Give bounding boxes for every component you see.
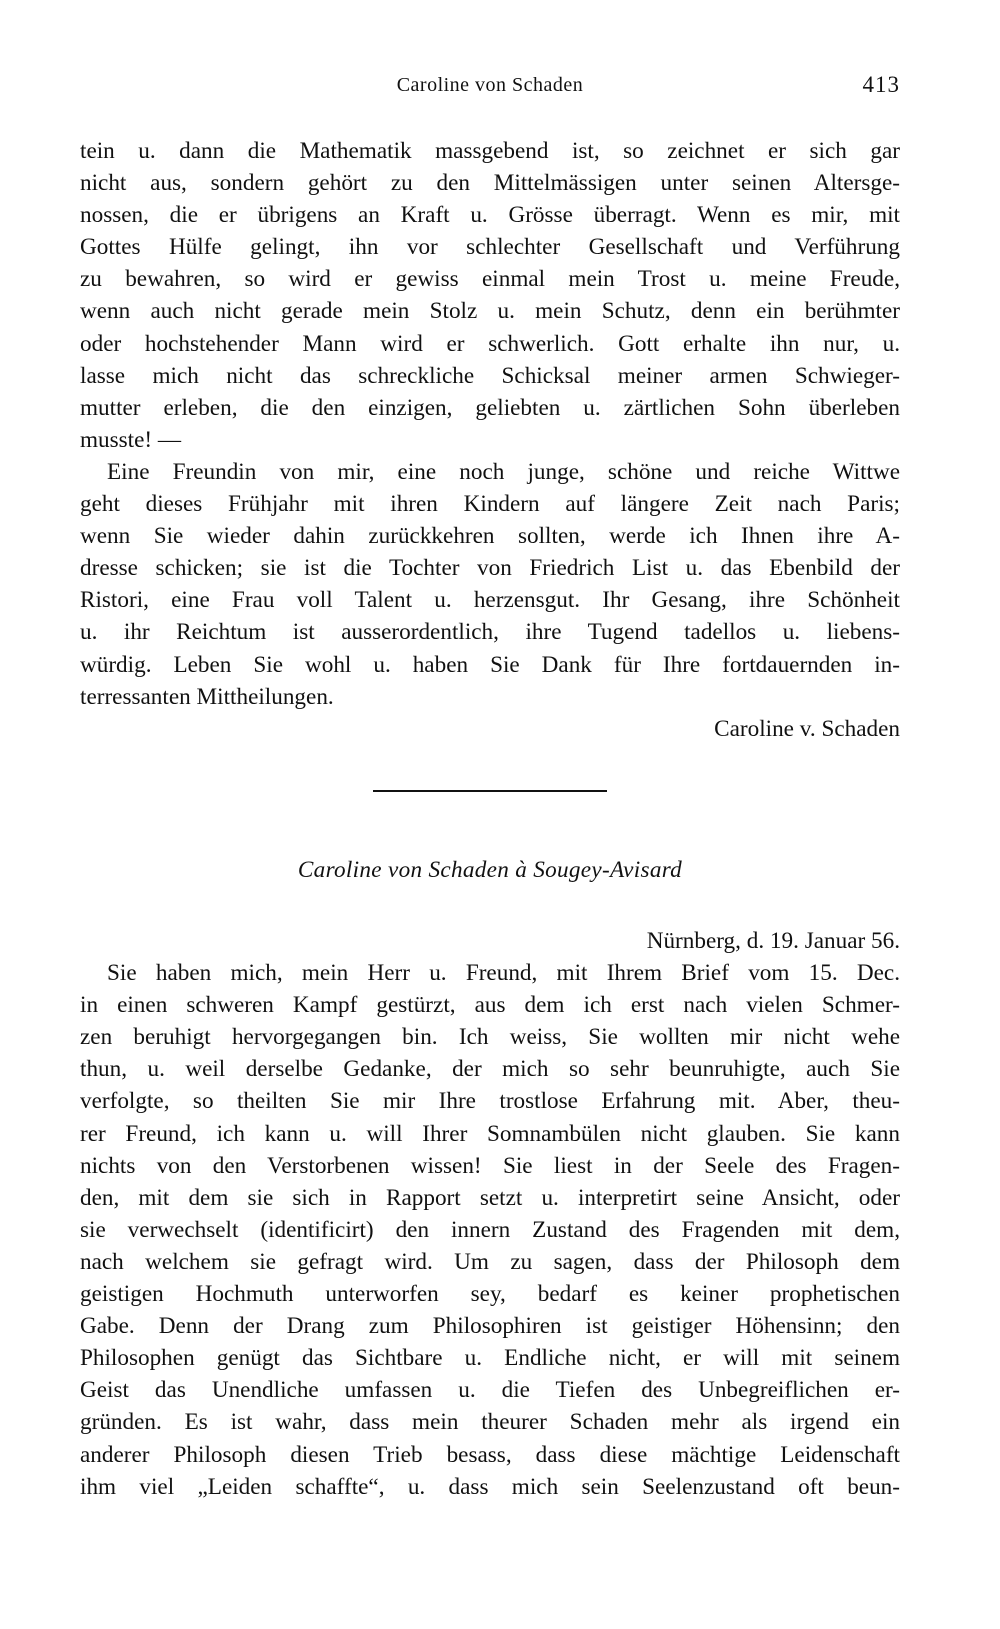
signature: Caroline v. Schaden bbox=[714, 715, 900, 742]
text-line: oder hochstehender Mann wird er schwerlich. Gott erhalte ihn nur, u. bbox=[80, 330, 900, 357]
text-line: Philosophen genügt das Sichtbare u. Endliche nicht, er will mit seinem bbox=[80, 1345, 900, 1372]
running-title: Caroline von Schaden bbox=[396, 74, 584, 96]
text-line: wenn auch nicht gerade mein Stolz u. mein Schutz, denn ein berühmter bbox=[80, 298, 900, 325]
letter-heading: Caroline von Schaden à Sougey-Avisard bbox=[297, 857, 683, 883]
text-line: gründen. Es ist wahr, dass mein theurer Schaden mehr als irgend ein bbox=[80, 1409, 900, 1436]
text-line: zu bewahren, so wird er gewiss einmal mein Trost u. meine Freude, bbox=[80, 266, 900, 293]
text-line: rer Freund, ich kann u. will Ihrer Somnambülen nicht glauben. Sie kann bbox=[80, 1120, 900, 1147]
text-line: Gottes Hülfe gelingt, ihn vor schlechter Gesellschaft und Verführung bbox=[80, 234, 900, 261]
text-line: ihm viel „Leiden schaffte“, u. dass mich sein Seelenzustand oft beun- bbox=[80, 1473, 900, 1500]
text-line: wenn Sie wieder dahin zurückkehren sollten, werde ich Ihnen ihre A- bbox=[80, 523, 900, 550]
text-line: nicht aus, sondern gehört zu den Mittelmässigen unter seinen Altersge- bbox=[80, 170, 900, 197]
text-line: dresse schicken; sie ist die Tochter von Friedrich List u. das Ebenbild der bbox=[80, 555, 900, 582]
text-line: nichts von den Verstorbenen wissen! Sie liest in der Seele des Fragen- bbox=[80, 1152, 900, 1179]
text-line: Eine Freundin von mir, eine noch junge, schöne und reiche Wittwe bbox=[107, 458, 900, 485]
text-line: sie verwechselt (identificirt) den innern Zustand des Fragenden mit dem, bbox=[80, 1216, 900, 1243]
text-line: nossen, die er übrigens an Kraft u. Grösse überragt. Wenn es mir, mit bbox=[80, 202, 900, 229]
text-line: zen beruhigt hervorgegangen bin. Ich weiss, Sie wollten mir nicht wehe bbox=[80, 1024, 900, 1051]
text-line: den, mit dem sie sich in Rapport setzt u. interpretirt seine Ansicht, oder bbox=[80, 1184, 900, 1211]
text-line: verfolgte, so theilten Sie mir Ihre trostlose Erfahrung mit. Aber, theu- bbox=[80, 1088, 900, 1115]
text-line: thun, u. weil derselbe Gedanke, der mich so sehr beunruhigte, auch Sie bbox=[80, 1056, 900, 1083]
running-head bbox=[80, 74, 900, 104]
text-line: anderer Philosoph diesen Trieb besass, dass diese mächtige Leidenschaft bbox=[80, 1441, 900, 1468]
text-line: geistigen Hochmuth unterworfen sey, bedarf es keiner prophetischen bbox=[80, 1281, 900, 1308]
text-line: terressanten Mittheilungen. bbox=[80, 683, 334, 710]
section-divider bbox=[373, 790, 607, 792]
text-line: u. ihr Reichtum ist ausserordentlich, ihre Tugend tadellos u. liebens- bbox=[80, 619, 900, 646]
text-line: geht dieses Frühjahr mit ihren Kindern auf längere Zeit nach Paris; bbox=[80, 491, 900, 518]
text-line: Ristori, eine Frau voll Talent u. herzensgut. Ihr Gesang, ihre Schönheit bbox=[80, 587, 900, 614]
text-line: nach welchem sie gefragt wird. Um zu sagen, dass der Philosoph dem bbox=[80, 1248, 900, 1275]
letter-body bbox=[80, 925, 900, 1503]
text-line: lasse mich nicht das schreckliche Schicksal meiner armen Schwieger- bbox=[80, 362, 900, 389]
text-line: tein u. dann die Mathematik massgebend ist, so zeichnet er sich gar bbox=[80, 138, 900, 164]
letter-continuation bbox=[80, 135, 900, 745]
text-line: würdig. Leben Sie wohl u. haben Sie Dank für Ihre fortdauernden in- bbox=[80, 651, 900, 678]
text-line: mutter erleben, die den einzigen, geliebten u. zärtlichen Sohn überleben bbox=[80, 394, 900, 421]
text-line: Geist das Unendliche umfassen u. die Tiefen des Unbegreiflichen er- bbox=[80, 1377, 900, 1404]
dateline: Nürnberg, d. 19. Januar 56. bbox=[646, 928, 900, 954]
page-number: 413 bbox=[862, 72, 900, 97]
text-line: Gabe. Denn der Drang zum Philosophiren ist geistiger Höhensinn; den bbox=[80, 1313, 900, 1340]
text-line: musste! — bbox=[80, 426, 182, 453]
text-line: in einen schweren Kampf gestürzt, aus dem ich erst nach vielen Schmer- bbox=[80, 992, 900, 1019]
text-line: Sie haben mich, mein Herr u. Freund, mit Ihrem Brief vom 15. Dec. bbox=[107, 960, 900, 987]
